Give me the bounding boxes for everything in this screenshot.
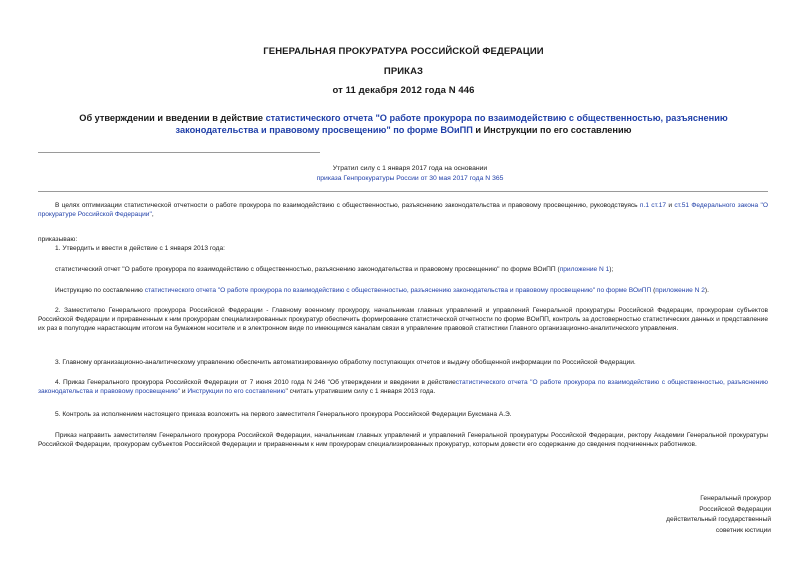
signature-line-2: Российской Федерации bbox=[699, 505, 771, 513]
item-1-report bbox=[55, 265, 613, 274]
preamble-text: В целях оптимизации статистической отчетности о работе прокурора по взаимодействию с общественностью, разъяснению законодательства и правовому просвещению, руководствуясь bbox=[55, 202, 640, 209]
status-note-line: Утратил силу с 1 января 2017 года на основании bbox=[332, 165, 488, 172]
order-word: приказываю: bbox=[38, 236, 78, 243]
item-1-instruction-paren: ( bbox=[651, 287, 656, 294]
item-1-instruction bbox=[55, 286, 709, 295]
item-1-instruction-text: Инструкцию по составлению bbox=[55, 287, 145, 294]
title-text-end: и Инструкции по его составлению bbox=[472, 125, 632, 135]
title-text: Об утверждении и введении в действие bbox=[79, 113, 266, 123]
signature-line-4: советник юстиции bbox=[715, 526, 771, 534]
item-5: 5. Контроль за исполнением настоящего приказа возложить на первого заместителя Генерального прокурора Российской Федерации Буксмана А.Э. bbox=[55, 411, 512, 418]
preamble-text-end: , bbox=[151, 211, 154, 219]
title-link[interactable]: статистического отчета "О работе прокурора по взаимодействию с общественностью, разъяснению законодательства и правовому просвещению" по форме ВОиПП bbox=[175, 113, 728, 135]
item-1-report-tail: ); bbox=[609, 266, 614, 273]
signature-line-1: Генеральный прокурор bbox=[700, 495, 771, 502]
preamble-text-and: и bbox=[666, 202, 675, 209]
item-1: 1. Утвердить и ввести в действие с 1 января 2013 года: bbox=[55, 245, 226, 252]
item-4-and: и bbox=[180, 388, 188, 396]
old-report-link[interactable]: статистического отчета "О работе прокурора по взаимодействию с общественностью, разъяснению законодательства и правовому просвещению" bbox=[38, 379, 769, 396]
closing-paragraph: Приказ направить заместителям Генерального прокурора Российской Федерации, начальникам главных управлений и управлений Генеральной прокуратуры Российской Федерации, ректору Академии Генеральной прокуратуры Российской Федерации, прокурорам субъектов Российской Федерации и приравненным к ним прокурорам специализированных прокуратур, которым довести его содержание до сведения подчиненных работников. bbox=[38, 432, 768, 449]
item-3: 3. Главному организационно-аналитическому управлению обеспечить автоматизированную обработку поступающих отчетов и выдачу обобщенной информации по Российской Федерации. bbox=[55, 359, 636, 366]
old-instruction-link[interactable]: Инструкции по его составлению bbox=[187, 388, 286, 396]
item-2: 2. Заместителю Генерального прокурора Российской Федерации - Главному военному прокурору, начальникам главных управлений и управлений Генеральной прокуратуры Российской Федерации, прокурорам субъектов Российской Федерации и приравненным к ним прокурорам специализированных прокуратур обеспечить формирование статистической отчетности по форме ВОиПП, контроль за достоверностью статистических данных и представление их раз в полугодие нарастающим итогом на бумажном носителе и в электронном виде по имеющимся каналам связи в управление правовой статистики Главного организационно-аналитического управления. bbox=[38, 307, 768, 333]
item-4-tail: " считать утратившим силу с 1 января 2013 года. bbox=[285, 388, 436, 396]
item-1-instruction-tail: ). bbox=[704, 287, 709, 294]
document-title bbox=[40, 112, 767, 136]
org-heading: ГЕНЕРАЛЬНАЯ ПРОКУРАТУРА РОССИЙСКОЙ ФЕДЕРАЦИИ bbox=[263, 46, 544, 57]
doc-date-number: от 11 декабря 2012 года N 446 bbox=[332, 85, 475, 96]
item-4-text: 4. Приказ Генерального прокурора Российской Федерации от 7 июня 2010 года N 246 "Об утверждении и введении в действие bbox=[55, 379, 456, 386]
signature-block bbox=[631, 494, 771, 536]
doc-type: ПРИКАЗ bbox=[383, 66, 424, 77]
signature-line-3: действительный государственный bbox=[666, 516, 771, 524]
status-note bbox=[250, 164, 570, 184]
long-separator bbox=[38, 191, 768, 192]
appendix-2-link[interactable]: приложение N 2 bbox=[655, 287, 705, 294]
law-article-51-link[interactable]: ст.51 Федерального закона "О прокуратуре Российской Федерации" bbox=[38, 202, 768, 219]
item-4 bbox=[38, 378, 768, 396]
instruction-report-link[interactable]: статистического отчета "О работе прокурора по взаимодействию с общественностью, разъяснению законодательства и правовому просвещению" по форме ВОиПП bbox=[144, 287, 652, 294]
preamble bbox=[38, 201, 768, 219]
law-article-17-link[interactable]: п.1 ст.17 bbox=[639, 202, 667, 209]
short-separator bbox=[38, 152, 320, 153]
appendix-1-link[interactable]: приложение N 1 bbox=[559, 266, 610, 273]
item-1-report-text: статистический отчет "О работе прокурора по взаимодействию с общественностью, разъяснению законодательства и правовому просвещению" по форме ВОиПП ( bbox=[55, 266, 560, 273]
status-repeal-link[interactable]: приказа Генпрокуратуры России от 30 мая 2017 года N 365 bbox=[316, 175, 504, 182]
